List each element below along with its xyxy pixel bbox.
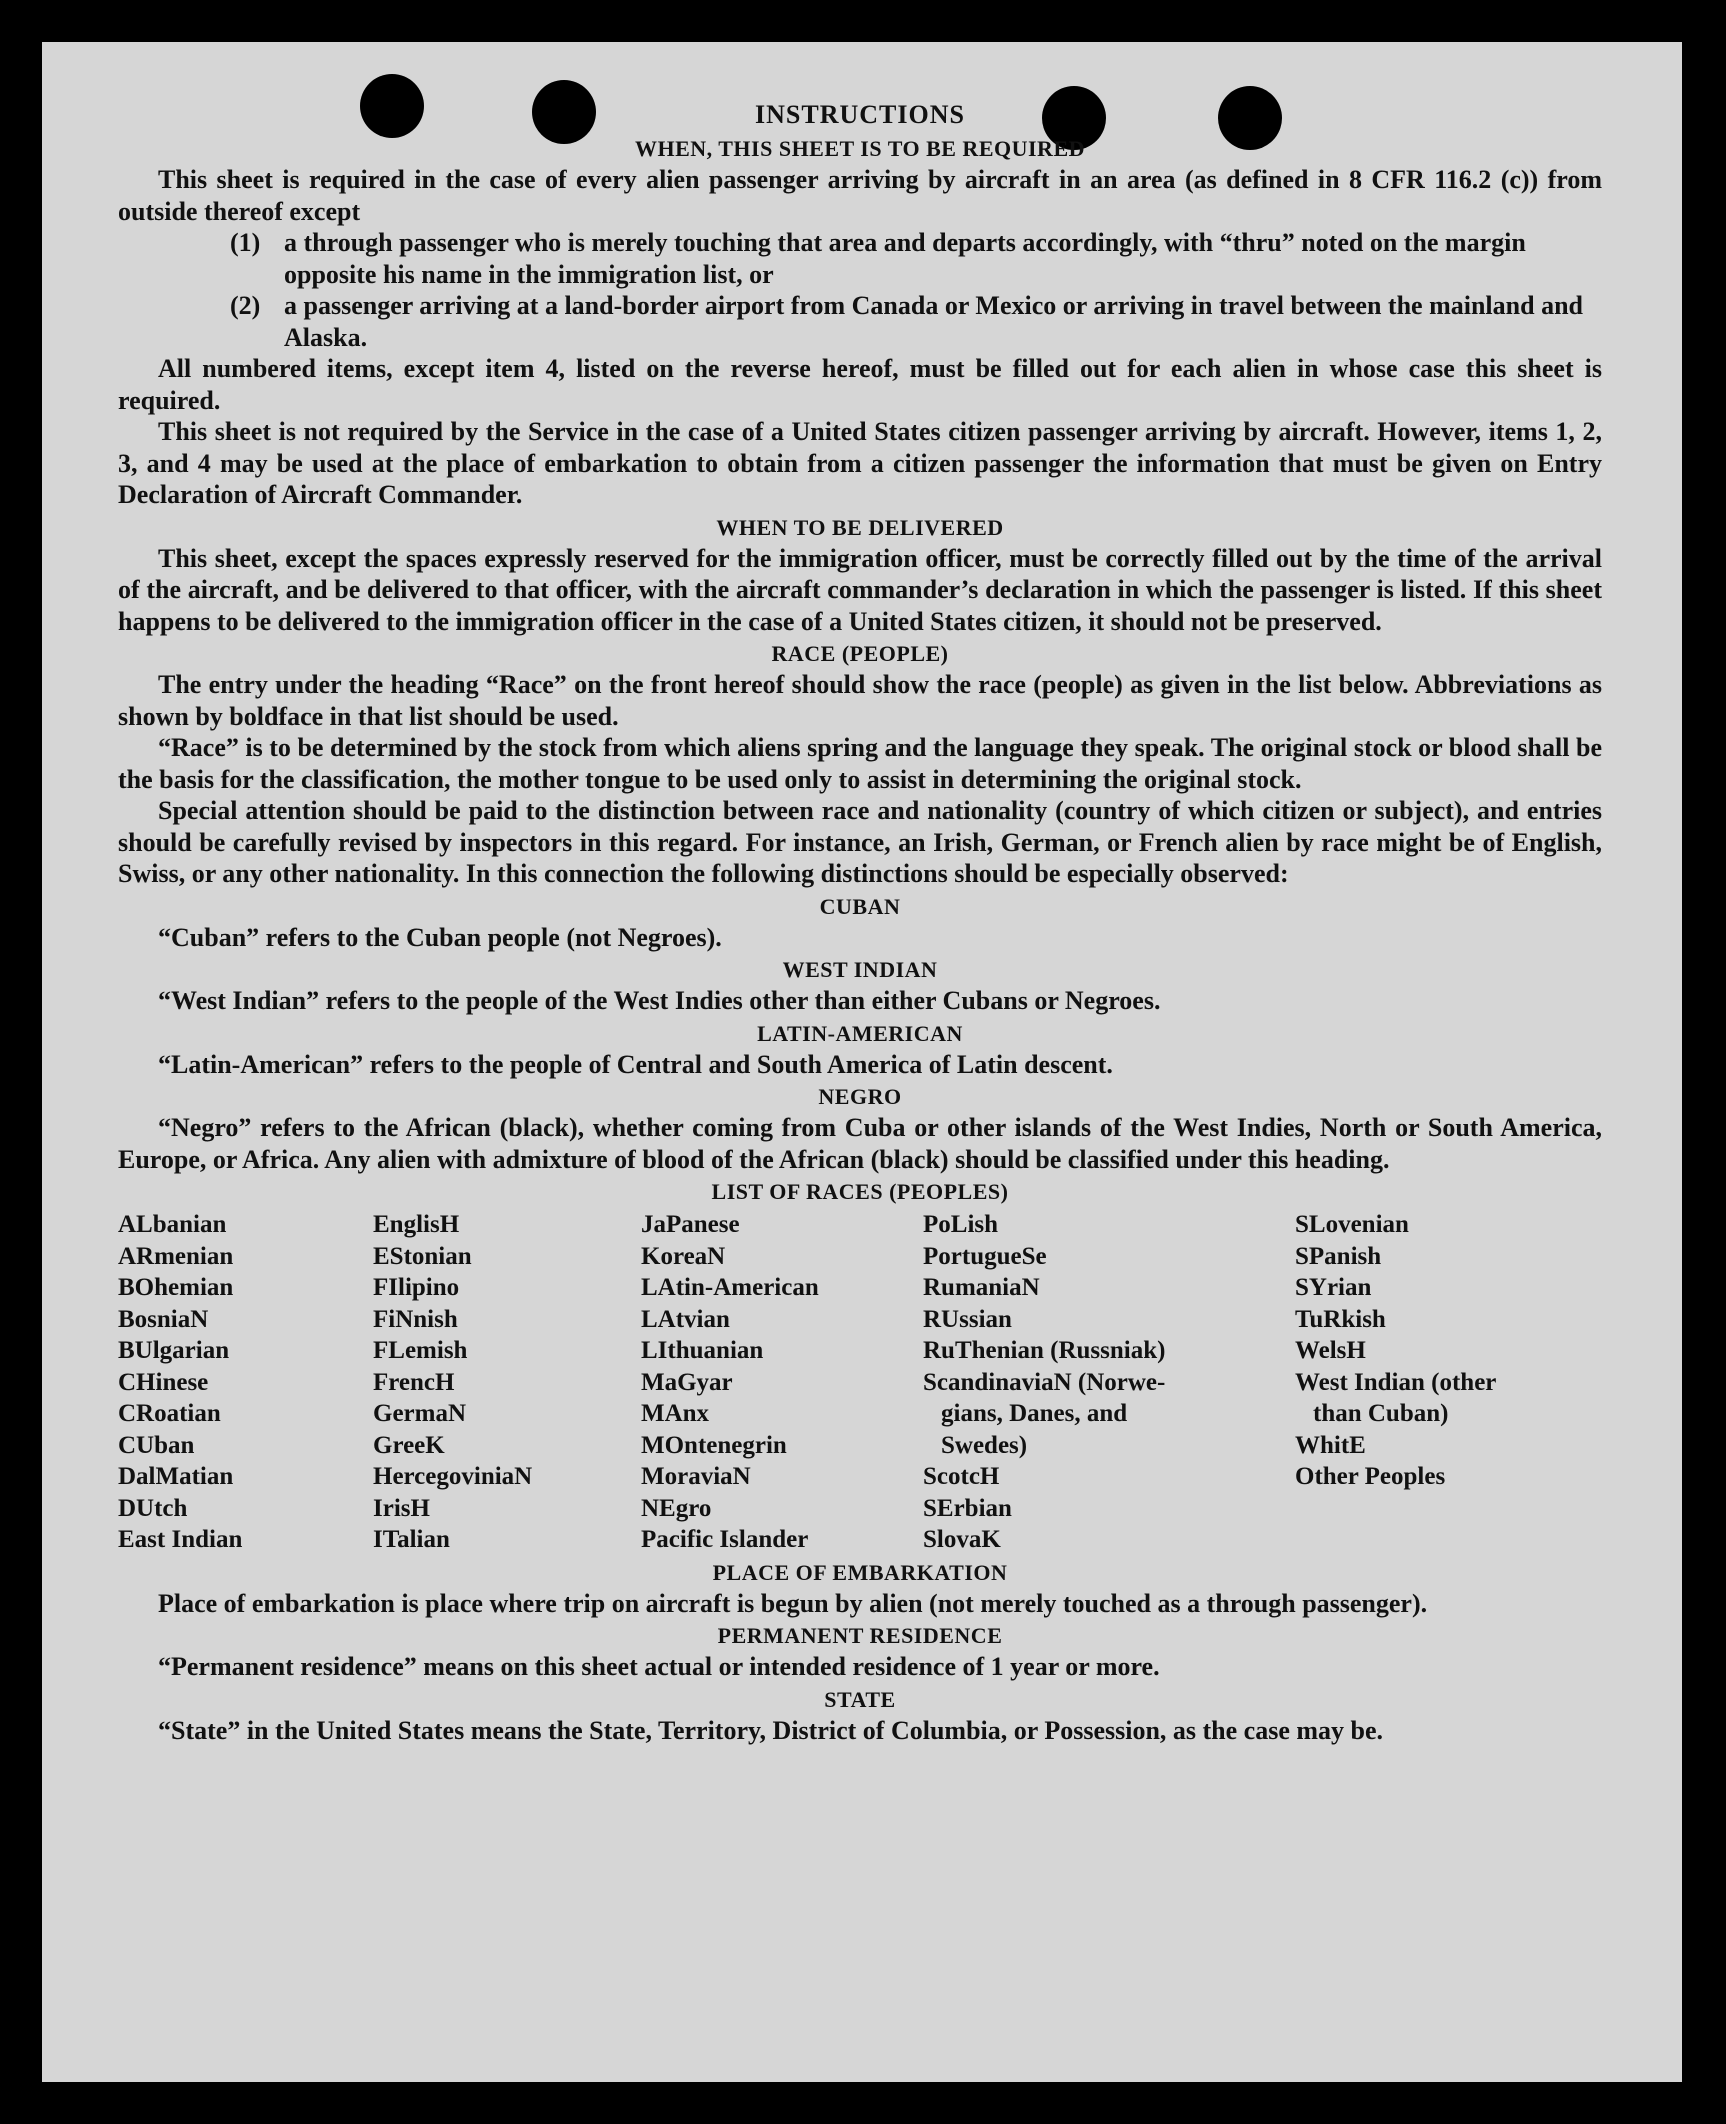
race-entry: SLovenian bbox=[1295, 1211, 1409, 1238]
race-entry: TuRkish bbox=[1295, 1305, 1386, 1333]
race-entry: ITalian bbox=[373, 1526, 450, 1553]
race-entry: East Indian bbox=[118, 1526, 243, 1553]
races-heading: LIST OF RACES (PEOPLES) bbox=[711, 1179, 1009, 1204]
race-entry: IrisH bbox=[373, 1494, 430, 1522]
race-entry: FIlipino bbox=[373, 1274, 460, 1301]
race-entry: SYrian bbox=[1295, 1274, 1372, 1301]
race-entry: CRoatian bbox=[118, 1400, 221, 1427]
race-entry: GermaN bbox=[373, 1400, 467, 1427]
race-entry: CHinese bbox=[118, 1368, 209, 1396]
paragraph: The entry under the heading “Race” on the front hereof should show the race (people) as given in the list below. Abbreviations as shown by boldface in that list should be used. bbox=[118, 670, 1602, 731]
paragraph: “Race” is to be determined by the stock from which aliens spring and the language they speak. The original stock or blood shall be the basis for the classification, the mother tongue to be used only to assist in determining the original stock. bbox=[118, 733, 1602, 794]
race-entry: PortugueSe bbox=[923, 1242, 1047, 1270]
race-entry: ScandinaviaN (Norwe- bbox=[923, 1368, 1166, 1396]
definition-heading: LATIN-AMERICAN bbox=[757, 1020, 963, 1046]
race-entry: KoreaN bbox=[641, 1242, 726, 1270]
paragraph: “Permanent residence” means on this sheet actual or intended residence of 1 year or more. bbox=[158, 1652, 1160, 1681]
races-list bbox=[118, 1209, 1602, 1556]
race-entry: WhitE bbox=[1295, 1431, 1366, 1459]
race-entry: PoLish bbox=[923, 1211, 999, 1238]
definition-heading: NEGRO bbox=[818, 1084, 902, 1109]
paragraph: This sheet is not required by the Service in the case of a United States citizen passenger arriving by aircraft. However, items 1, 2, 3, and 4 may be used at the place of embarkation to obtain from a citizen passenger the information that must be given on Entry Declaration of Aircraft Commander. bbox=[118, 417, 1602, 509]
paragraph: This sheet is required in the case of every alien passenger arriving by aircraft in an area (as defined in 8 CFR 116.2 (c)) from outside thereof except bbox=[118, 165, 1602, 226]
paragraph: All numbered items, except item 4, listed on the reverse hereof, must be filled out for each alien in whose case this sheet is required. bbox=[118, 354, 1602, 415]
race-entry: JaPanese bbox=[641, 1211, 740, 1238]
race-entry: RumaniaN bbox=[923, 1274, 1040, 1301]
race-entry: LIthuanian bbox=[641, 1337, 764, 1364]
race-entry: BOhemian bbox=[118, 1274, 234, 1301]
list-item bbox=[118, 227, 1602, 290]
race-entry: MOntenegrin bbox=[641, 1431, 787, 1459]
paragraph: Special attention should be paid to the distinction between race and nationality (country of which citizen or subject), and entries should be carefully revised by inspectors in this regard. For instance, an Irish, German, or French alien by race might be of English, Swiss, or any other nationality. In this connection the following distinctions should be especially observed: bbox=[118, 796, 1602, 888]
races-column bbox=[641, 1209, 923, 1556]
race-entry: Swedes) bbox=[941, 1431, 1028, 1459]
paragraph: Place of embarkation is place where trip on aircraft is begun by alien (not merely touched as a through passenger). bbox=[158, 1588, 1428, 1618]
race-entry: SlovaK bbox=[923, 1526, 1001, 1553]
item-text: a passenger arriving at a land-border airport from Canada or Mexico or arriving in travel between the mainland and Alaska. bbox=[284, 291, 1583, 352]
race-entry: LAtin-American bbox=[641, 1274, 819, 1301]
definition-text: “Cuban” refers to the Cuban people (not Negroes). bbox=[158, 922, 722, 952]
races-column bbox=[1295, 1209, 1595, 1556]
document-body bbox=[118, 96, 1602, 1746]
races-column bbox=[923, 1209, 1295, 1556]
race-entry: RuThenian (Russniak) bbox=[923, 1337, 1166, 1364]
race-entry: DUtch bbox=[118, 1494, 188, 1522]
paragraph: This sheet, except the spaces expressly reserved for the immigration officer, must be correctly filled out by the time of the arrival of the aircraft, and be delivered to that officer, with the aircraft commander’s declaration in which the passenger is listed. If this sheet happens to be delivered to the immigration officer in the case of a United States citizen, it should not be preserved. bbox=[118, 543, 1602, 636]
race-entry: LAtvian bbox=[641, 1305, 730, 1333]
race-entry: SPanish bbox=[1295, 1242, 1382, 1270]
definition-text: “Negro” refers to the African (black), whether coming from Cuba or other islands of the West Indies, North or South America, Europe, or Africa. Any alien with admixture of blood of the African (black) should be classified under this heading. bbox=[118, 1113, 1602, 1174]
races-column bbox=[373, 1209, 641, 1556]
section-heading: WHEN TO BE DELIVERED bbox=[716, 514, 1004, 540]
race-entry: EStonian bbox=[373, 1242, 472, 1270]
race-entry: EnglisH bbox=[373, 1211, 460, 1238]
race-entry: West Indian (other bbox=[1295, 1368, 1497, 1396]
race-entry: ARmenian bbox=[118, 1242, 234, 1270]
race-entry: than Cuban) bbox=[1313, 1400, 1449, 1427]
definition-heading: CUBAN bbox=[819, 893, 901, 919]
item-number: (2) bbox=[230, 291, 261, 320]
race-entry: FrencH bbox=[373, 1368, 455, 1396]
race-entry: BUlgarian bbox=[118, 1337, 230, 1364]
paragraph: “State” in the United States means the State, Territory, District of Columbia, or Possession, as the case may be. bbox=[158, 1715, 1384, 1745]
item-number: (1) bbox=[230, 228, 261, 257]
section-heading: RACE (PEOPLE) bbox=[771, 641, 949, 666]
section-heading: WHEN, THIS SHEET IS TO BE REQUIRED bbox=[634, 136, 1086, 161]
race-entry: SErbian bbox=[923, 1494, 1012, 1522]
race-entry: BosniaN bbox=[118, 1305, 209, 1333]
race-entry: GreeK bbox=[373, 1431, 445, 1459]
definition-heading: WEST INDIAN bbox=[782, 957, 938, 982]
race-entry: MoraviaN bbox=[641, 1463, 751, 1490]
race-entry: CUban bbox=[118, 1431, 195, 1459]
page-title: INSTRUCTIONS bbox=[755, 100, 965, 129]
list-item bbox=[118, 290, 1602, 353]
race-entry: MaGyar bbox=[641, 1368, 733, 1396]
item-text: a through passenger who is merely touching that area and departs accordingly, with “thru” noted on the margin opposite his name in the immigration list, or bbox=[284, 228, 1526, 289]
race-entry: DalMatian bbox=[118, 1463, 234, 1490]
race-entry: Pacific Islander bbox=[641, 1526, 809, 1553]
races-column bbox=[118, 1209, 373, 1556]
race-entry: ALbanian bbox=[118, 1211, 227, 1238]
section-heading: PLACE OF EMBARKATION bbox=[712, 1559, 1008, 1585]
race-entry: WelsH bbox=[1295, 1337, 1366, 1364]
definition-text: “Latin-American” refers to the people of Central and South America of Latin descent. bbox=[158, 1049, 1113, 1079]
race-entry: RUssian bbox=[923, 1305, 1012, 1333]
definition-text: “West Indian” refers to the people of the West Indies other than either Cubans or Negroes. bbox=[158, 986, 1161, 1015]
race-entry: HercegoviniaN bbox=[373, 1463, 533, 1490]
race-entry: Other Peoples bbox=[1295, 1463, 1446, 1490]
race-entry: gians, Danes, and bbox=[941, 1400, 1128, 1427]
race-entry: FiNnish bbox=[373, 1305, 458, 1333]
race-entry: FLemish bbox=[373, 1337, 468, 1364]
race-entry: ScotcH bbox=[923, 1463, 1000, 1490]
race-entry: NEgro bbox=[641, 1494, 712, 1522]
section-heading: PERMANENT RESIDENCE bbox=[717, 1623, 1003, 1648]
race-entry: MAnx bbox=[641, 1400, 710, 1427]
section-heading: STATE bbox=[824, 1686, 896, 1712]
